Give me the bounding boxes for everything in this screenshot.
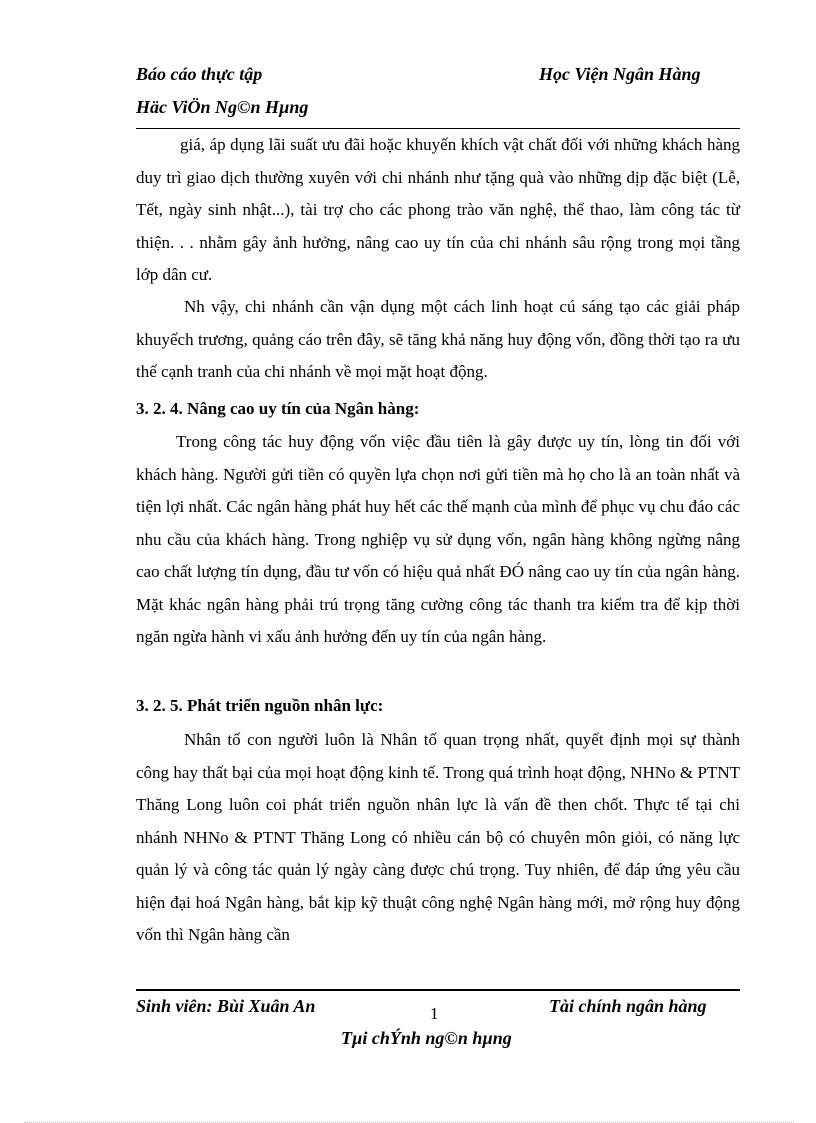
header-left: Báo cáo thực tập	[136, 64, 263, 84]
paragraph-4: Nhân tố con người luôn là Nhân tố quan trọng nhất, quyết định mọi sự thành công hay thất bại của mọi hoạt động kinh tế. Trong quá trình hoạt động, NHNo & PTNT Thăng Long luôn coi phát triển nguồn nhân lực là vấn đề then chốt. Thực tế tại chi nhánh NHNo & PTNT Thăng Long có nhiều cán bộ có chuyên môn giỏi, có năng lực quản lý và công tác quản lý ngày càng được chú trọng. Tuy nhiên, để đáp ứng yêu cầu hiện đại hoá Ngân hàng, bắt kịp kỹ thuật công nghệ Ngân hàng mới, mở rộng huy động vốn thì Ngân hàng cần	[136, 730, 740, 944]
section-heading-3-2-4: 3. 2. 4. Nâng cao uy tín của Ngân hàng:	[136, 399, 420, 418]
footer-right: Tài chính ngân hàng	[549, 996, 707, 1016]
page-number: 1	[430, 1004, 439, 1023]
footer-garbled: Tµi chÝnh ng©n hµng	[341, 1028, 512, 1048]
header-garbled: Häc ViÖn Ng©n Hµng	[136, 97, 309, 117]
footer-left: Sinh viên: Bùi Xuân An	[136, 996, 316, 1016]
section-heading-3-2-5: 3. 2. 5. Phát triển nguồn nhân lực:	[136, 696, 384, 715]
paragraph-2: Nh vậy, chi nhánh cần vận dụng một cách linh hoạt cú sáng tạo các giải pháp khuyếch trương, quảng cáo trên đây, sẽ tăng khả năng huy động vốn, đồng thời tạo ra ưu thế cạnh tranh của chi nhánh về mọi mặt hoạt động.	[136, 297, 740, 381]
footer-rule	[136, 989, 740, 991]
paragraph-1: giá, áp dụng lãi suất ưu đãi hoặc khuyến khích vật chất đối với những khách hàng duy trì giao dịch thường xuyên với chi nhánh như tặng quà vào những dịp đặc biệt (Lễ, Tết, ngày sinh nhật...), tài trợ cho các phong trào văn nghệ, thể thao, làm công tác từ thiện. . . nhằm gây ảnh hưởng, nâng cao uy tín của chi nhánh sâu rộng trong mọi tầng lớp dân cư.	[136, 135, 740, 284]
header-right: Học Viện Ngân Hàng	[539, 64, 701, 84]
paragraph-3: Trong công tác huy động vốn việc đầu tiên là gây được uy tín, lòng tin đối với khách hàng. Người gửi tiền có quyền lựa chọn nơi gửi tiền mà họ cho là an toàn nhất và tiện lợi nhất. Các ngân hàng phát huy hết các thế mạnh của mình để phục vụ chu đáo các nhu cầu của khách hàng. Trong nghiệp vụ sử dụng vốn, ngân hàng không ngừng nâng cao chất lượng tín dụng, đầu tư vốn có hiệu quả nhất ĐÓ nâng cao uy tín của ngân hàng. Mặt khác ngân hàng phải trú trọng tăng cường công tác thanh tra kiểm tra để kịp thời ngăn ngừa hành vi xấu ảnh hưởng đến uy tín của ngân hàng.	[136, 432, 740, 646]
